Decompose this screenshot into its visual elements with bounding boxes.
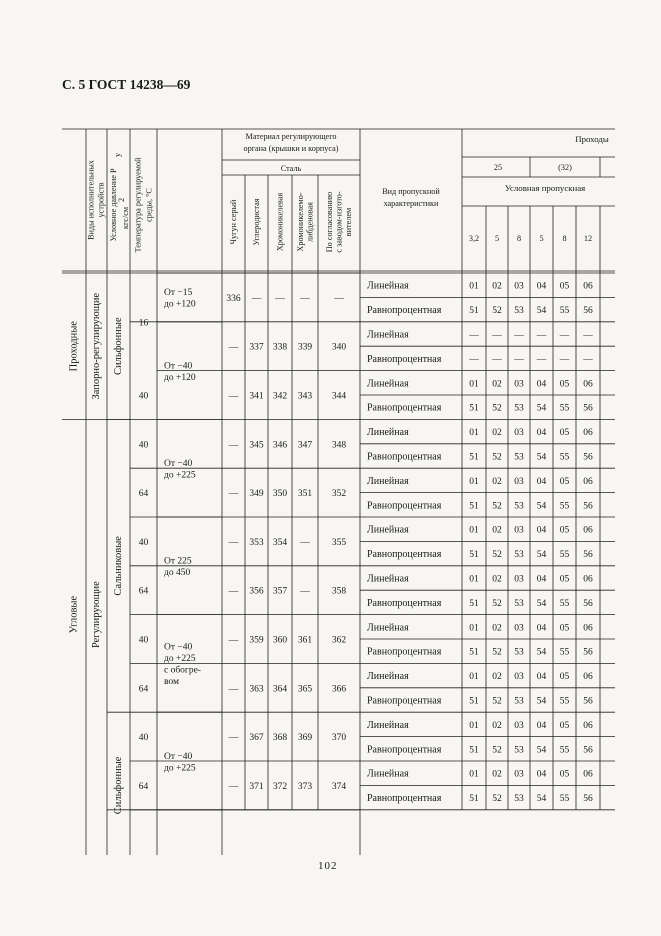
characteristic-code: 04: [536, 476, 547, 487]
header-material: либденовая: [305, 202, 315, 242]
material-code: —: [228, 342, 239, 353]
temperature-range: От −40: [164, 458, 193, 469]
pressure-value: 64: [138, 489, 149, 500]
characteristic-code: 52: [492, 452, 502, 463]
characteristic-code: 56: [583, 647, 593, 658]
material-code: 336: [226, 293, 241, 304]
table-header: [87, 132, 609, 253]
characteristic-code: 01: [469, 525, 479, 536]
material-code: 344: [331, 391, 347, 402]
characteristic-code: 01: [469, 720, 479, 731]
characteristic-code: 55: [559, 794, 570, 805]
characteristic-kind: Равнопроцентная: [367, 305, 442, 317]
characteristic-code: 03: [514, 574, 524, 585]
characteristic-code: 54: [536, 501, 547, 512]
header-characteristic: Вид пропускной: [382, 187, 440, 196]
characteristic-code: 56: [583, 550, 593, 561]
header-material: Хромоникелемо-: [295, 192, 305, 252]
material-code: 371: [249, 781, 264, 792]
characteristic-kind: Равнопроцентная: [367, 402, 442, 414]
characteristic-code: 03: [514, 672, 524, 683]
characteristic-kind: Линейная: [367, 280, 409, 292]
pressure-value: 40: [138, 391, 149, 402]
material-code: —: [228, 781, 239, 792]
characteristic-code: 56: [583, 696, 593, 707]
group-angle-type: Угловые: [68, 595, 80, 634]
material-code: —: [228, 537, 239, 548]
characteristic-code: 54: [536, 794, 547, 805]
characteristic-code: —: [559, 330, 570, 341]
characteristic-code: 53: [514, 403, 524, 414]
characteristic-code: 05: [559, 672, 570, 683]
header-throughput: Условная пропускная: [504, 183, 586, 193]
characteristic-code: 02: [492, 281, 502, 292]
characteristic-code: 05: [559, 720, 570, 731]
characteristic-code: —: [583, 330, 593, 341]
characteristic-code: 03: [514, 769, 524, 780]
temperature-range: с обогре-: [164, 665, 201, 676]
material-code: 345: [249, 440, 264, 451]
material-code: —: [300, 293, 310, 304]
characteristic-code: 51: [469, 794, 479, 805]
characteristic-code: 06: [583, 672, 593, 683]
characteristic-code: 51: [469, 696, 479, 707]
material-code: 365: [297, 684, 313, 695]
characteristic-code: 01: [469, 574, 479, 585]
characteristic-code: —: [514, 330, 524, 341]
characteristic-code: 05: [559, 379, 570, 390]
characteristic-code: 54: [536, 306, 547, 317]
header-material: По согласованию: [325, 191, 334, 253]
pressure-value: 64: [138, 684, 149, 695]
header-temperature: среды, °С: [144, 188, 154, 222]
characteristic-code: 02: [492, 720, 502, 731]
characteristic-code: 53: [514, 696, 524, 707]
characteristic-code: 53: [514, 794, 524, 805]
characteristic-code: 54: [536, 696, 547, 707]
characteristic-code: 01: [469, 281, 479, 292]
material-code: —: [228, 684, 239, 695]
header-material: вителем: [344, 207, 353, 237]
characteristic-code: 52: [492, 647, 502, 658]
characteristic-kind: Равнопроцентная: [367, 597, 442, 609]
material-code: 366: [331, 684, 347, 695]
characteristic-code: 03: [514, 525, 524, 536]
characteristic-code: 04: [536, 623, 547, 634]
characteristic-code: 51: [469, 550, 479, 561]
characteristic-code: 06: [583, 476, 593, 487]
pressure-value: 40: [138, 635, 149, 646]
characteristic-code: 56: [583, 501, 593, 512]
material-code: 363: [249, 684, 264, 695]
pressure-value: 40: [138, 440, 149, 451]
characteristic-code: 01: [469, 769, 479, 780]
characteristic-kind: Равнопроцентная: [367, 695, 442, 707]
characteristic-code: 52: [492, 598, 502, 609]
characteristic-code: 52: [492, 696, 502, 707]
material-code: 339: [297, 342, 313, 353]
material-code: 374: [331, 781, 347, 792]
characteristic-kind: Равнопроцентная: [367, 793, 442, 805]
characteristic-code: 53: [514, 306, 524, 317]
characteristic-code: 56: [583, 452, 593, 463]
group-angle-purpose: Регулирующие: [91, 581, 102, 649]
characteristic-code: 51: [469, 745, 479, 756]
header-throughput-value: 12: [583, 234, 593, 243]
characteristic-kind: Линейная: [367, 524, 409, 536]
material-code: 356: [249, 586, 264, 597]
header-pressure: Условное давление P: [109, 168, 118, 242]
header-material: Хромоникелевая: [275, 192, 285, 252]
characteristic-code: 03: [514, 720, 524, 731]
material-code: —: [228, 586, 239, 597]
material-code: —: [275, 293, 285, 304]
material-code: —: [300, 586, 310, 597]
header-characteristic: характеристики: [383, 199, 439, 208]
characteristic-code: 53: [514, 452, 524, 463]
material-code: 362: [331, 635, 347, 646]
characteristic-code: —: [559, 354, 570, 365]
temperature-range: до 450: [164, 568, 191, 579]
characteristic-code: 02: [492, 525, 502, 536]
temperature-range: От 225: [164, 556, 192, 567]
material-code: —: [251, 293, 262, 304]
material-code: 341: [249, 391, 264, 402]
header-throughput-value: 5: [539, 234, 544, 243]
characteristic-kind: Равнопроцентная: [367, 646, 442, 658]
characteristic-kind: Линейная: [367, 378, 409, 390]
characteristic-code: 55: [559, 696, 570, 707]
characteristic-code: 55: [559, 647, 570, 658]
characteristic-code: 02: [492, 574, 502, 585]
material-code: 354: [272, 537, 288, 548]
characteristic-code: 52: [492, 550, 502, 561]
characteristic-code: 01: [469, 379, 479, 390]
material-code: —: [228, 635, 239, 646]
group-passage-purpose: Запорно-регулирующие: [91, 292, 102, 400]
material-code: 364: [272, 684, 288, 695]
material-code: 358: [331, 586, 347, 597]
characteristic-code: 06: [583, 623, 593, 634]
material-code: —: [228, 440, 239, 451]
characteristic-kind: Равнопроцентная: [367, 549, 442, 561]
characteristic-code: 51: [469, 452, 479, 463]
characteristic-code: 51: [469, 306, 479, 317]
characteristic-code: 06: [583, 574, 593, 585]
characteristic-code: 06: [583, 428, 593, 439]
characteristic-code: 04: [536, 379, 547, 390]
temperature-range: до +225: [164, 763, 196, 774]
material-code: 338: [272, 342, 288, 353]
material-code: 348: [331, 440, 347, 451]
header-steel: Сталь: [280, 164, 302, 173]
characteristic-code: 05: [559, 769, 570, 780]
characteristic-code: 54: [536, 550, 547, 561]
characteristic-code: 55: [559, 501, 570, 512]
characteristic-kind: Линейная: [367, 719, 409, 731]
characteristic-kind: Линейная: [367, 768, 409, 780]
characteristic-code: 03: [514, 428, 524, 439]
characteristic-kind: Линейная: [367, 329, 409, 341]
characteristic-code: 04: [536, 281, 547, 292]
temperature-range: до +120: [164, 372, 196, 383]
material-code: 357: [272, 586, 288, 597]
characteristic-code: 06: [583, 379, 593, 390]
page-header: С. 5 ГОСТ 14238—69: [62, 77, 191, 92]
material-code: —: [228, 489, 239, 500]
header-material: Чугун серый: [229, 199, 238, 245]
header-passage-size: (32): [558, 163, 572, 172]
characteristic-code: 06: [583, 769, 593, 780]
characteristic-code: 56: [583, 306, 593, 317]
characteristic-code: 01: [469, 623, 479, 634]
pressure-value: 64: [138, 586, 149, 597]
characteristic-code: 55: [559, 452, 570, 463]
characteristic-code: —: [514, 354, 524, 365]
characteristic-kind: Равнопроцентная: [367, 744, 442, 756]
characteristic-code: 53: [514, 550, 524, 561]
header-pressure-unit: кгс/см: [121, 206, 130, 230]
characteristic-code: 55: [559, 745, 570, 756]
characteristic-code: 56: [583, 403, 593, 414]
pressure-value: 40: [138, 537, 149, 548]
header-throughput-value: 5: [494, 234, 500, 243]
material-code: 373: [297, 781, 313, 792]
characteristic-code: 05: [559, 428, 570, 439]
material-code: 368: [272, 733, 288, 744]
characteristic-kind: Равнопроцентная: [367, 500, 442, 512]
material-code: 337: [249, 342, 264, 353]
characteristic-code: —: [469, 330, 479, 341]
temperature-range: От −40: [164, 642, 193, 653]
characteristic-code: 01: [469, 428, 479, 439]
characteristic-code: 04: [536, 525, 547, 536]
characteristic-code: 54: [536, 403, 547, 414]
characteristic-kind: Линейная: [367, 671, 409, 683]
characteristic-code: 52: [492, 306, 502, 317]
characteristic-code: 52: [492, 501, 502, 512]
characteristic-code: —: [536, 330, 547, 341]
material-code: 367: [249, 733, 264, 744]
table-body: [69, 281, 594, 815]
characteristic-code: 05: [559, 623, 570, 634]
characteristic-code: —: [469, 354, 479, 365]
characteristic-code: 54: [536, 452, 547, 463]
temperature-range: до +120: [164, 299, 196, 310]
material-code: —: [228, 391, 239, 402]
characteristic-code: —: [536, 354, 547, 365]
group-angle-seal: Сильфонные: [113, 756, 124, 815]
header-material-group: Материал регулирующего: [245, 132, 337, 141]
material-code: 351: [297, 489, 313, 500]
characteristic-kind: Линейная: [367, 427, 409, 439]
characteristic-code: 02: [492, 672, 502, 683]
header-throughput-value: 8: [516, 234, 522, 243]
characteristic-kind: Линейная: [367, 475, 409, 487]
material-code: 353: [249, 537, 264, 548]
characteristic-code: 03: [514, 476, 524, 487]
characteristic-code: 54: [536, 598, 547, 609]
header-throughput-value: 3,2: [468, 234, 480, 243]
characteristic-code: —: [492, 330, 502, 341]
material-code: 355: [331, 537, 347, 548]
characteristic-code: 02: [492, 379, 502, 390]
material-code: —: [334, 293, 344, 304]
temperature-range: до +225: [164, 654, 196, 665]
characteristic-code: 06: [583, 525, 593, 536]
characteristic-code: 53: [514, 745, 524, 756]
characteristic-code: 04: [536, 428, 547, 439]
characteristic-code: 03: [514, 379, 524, 390]
characteristic-code: 05: [559, 574, 570, 585]
characteristic-code: 01: [469, 672, 479, 683]
characteristic-kind: Линейная: [367, 622, 409, 634]
characteristic-code: 54: [536, 745, 547, 756]
header-material: Углеродистая: [252, 198, 261, 246]
page-number: 102: [318, 860, 338, 872]
characteristic-code: 04: [536, 574, 547, 585]
characteristic-code: 56: [583, 598, 593, 609]
pressure-value: 40: [138, 733, 149, 744]
material-code: 361: [297, 635, 313, 646]
material-code: 342: [272, 391, 288, 402]
characteristic-code: 55: [559, 306, 570, 317]
material-code: 346: [272, 440, 288, 451]
characteristic-kind: Равнопроцентная: [367, 451, 442, 463]
characteristic-code: 05: [559, 525, 570, 536]
characteristic-code: 52: [492, 745, 502, 756]
characteristic-code: —: [492, 354, 502, 365]
characteristic-code: 06: [583, 281, 593, 292]
characteristic-code: 01: [469, 476, 479, 487]
characteristic-code: 51: [469, 403, 479, 414]
characteristic-kind: Линейная: [367, 573, 409, 585]
characteristic-code: 51: [469, 598, 479, 609]
header-device-types: устройств: [96, 182, 106, 218]
header-throughput-value: 8: [562, 234, 567, 243]
characteristic-code: 06: [583, 720, 593, 731]
material-code: 372: [272, 781, 288, 792]
header-passages: Проходы: [575, 134, 609, 144]
header-temperature: Температура регулируемой: [133, 157, 143, 253]
header-pressure-sup: 2: [117, 197, 126, 203]
characteristic-code: 54: [536, 647, 547, 658]
characteristic-code: 02: [492, 428, 502, 439]
characteristic-code: 53: [514, 501, 524, 512]
group-angle-seal: Сальниковые: [113, 536, 124, 596]
characteristic-code: 05: [559, 476, 570, 487]
header-material-group: органа (крышки и корпуса): [243, 144, 339, 153]
temperature-range: до +225: [164, 470, 196, 481]
characteristic-code: 56: [583, 745, 593, 756]
characteristic-code: 04: [536, 769, 547, 780]
characteristic-code: —: [583, 354, 593, 365]
temperature-range: вом: [164, 677, 180, 688]
material-code: —: [300, 537, 310, 548]
characteristic-code: 05: [559, 281, 570, 292]
pressure-value: 16: [138, 318, 149, 329]
temperature-range: От −40: [164, 361, 193, 372]
material-code: 340: [331, 342, 347, 353]
group-passage-type: Проходные: [68, 321, 80, 372]
characteristic-code: 04: [536, 672, 547, 683]
characteristic-code: 02: [492, 476, 502, 487]
characteristic-kind: Равнопроцентная: [367, 353, 442, 365]
characteristic-code: 55: [559, 550, 570, 561]
material-code: —: [228, 733, 239, 744]
header-device-types: Виды исполнительных: [86, 160, 96, 240]
material-code: 352: [331, 489, 347, 500]
header-pressure-sub: у: [113, 152, 122, 158]
material-code: 343: [297, 391, 313, 402]
temperature-range: От −15: [164, 288, 193, 299]
characteristic-code: 53: [514, 647, 524, 658]
characteristic-code: 52: [492, 403, 502, 414]
characteristic-code: 02: [492, 769, 502, 780]
characteristic-code: 51: [469, 647, 479, 658]
material-code: 369: [297, 733, 313, 744]
characteristic-code: 51: [469, 501, 479, 512]
material-code: 370: [331, 733, 347, 744]
characteristic-code: 56: [583, 794, 593, 805]
characteristic-code: 02: [492, 623, 502, 634]
material-code: 347: [297, 440, 313, 451]
material-code: 349: [249, 489, 264, 500]
pressure-value: 64: [138, 781, 149, 792]
material-code: 359: [249, 635, 264, 646]
characteristic-code: 55: [559, 403, 570, 414]
characteristic-code: 03: [514, 281, 524, 292]
characteristic-code: 55: [559, 598, 570, 609]
characteristic-code: 03: [514, 623, 524, 634]
material-code: 360: [272, 635, 288, 646]
header-passage-size: 25: [493, 163, 503, 172]
group-passage-seal: Сильфонные: [113, 317, 124, 376]
characteristic-code: 04: [536, 720, 547, 731]
characteristic-code: 53: [514, 598, 524, 609]
header-material: с заводом-изгото-: [334, 191, 344, 253]
characteristic-code: 52: [492, 794, 502, 805]
temperature-range: От −40: [164, 751, 193, 762]
material-code: 350: [272, 489, 288, 500]
